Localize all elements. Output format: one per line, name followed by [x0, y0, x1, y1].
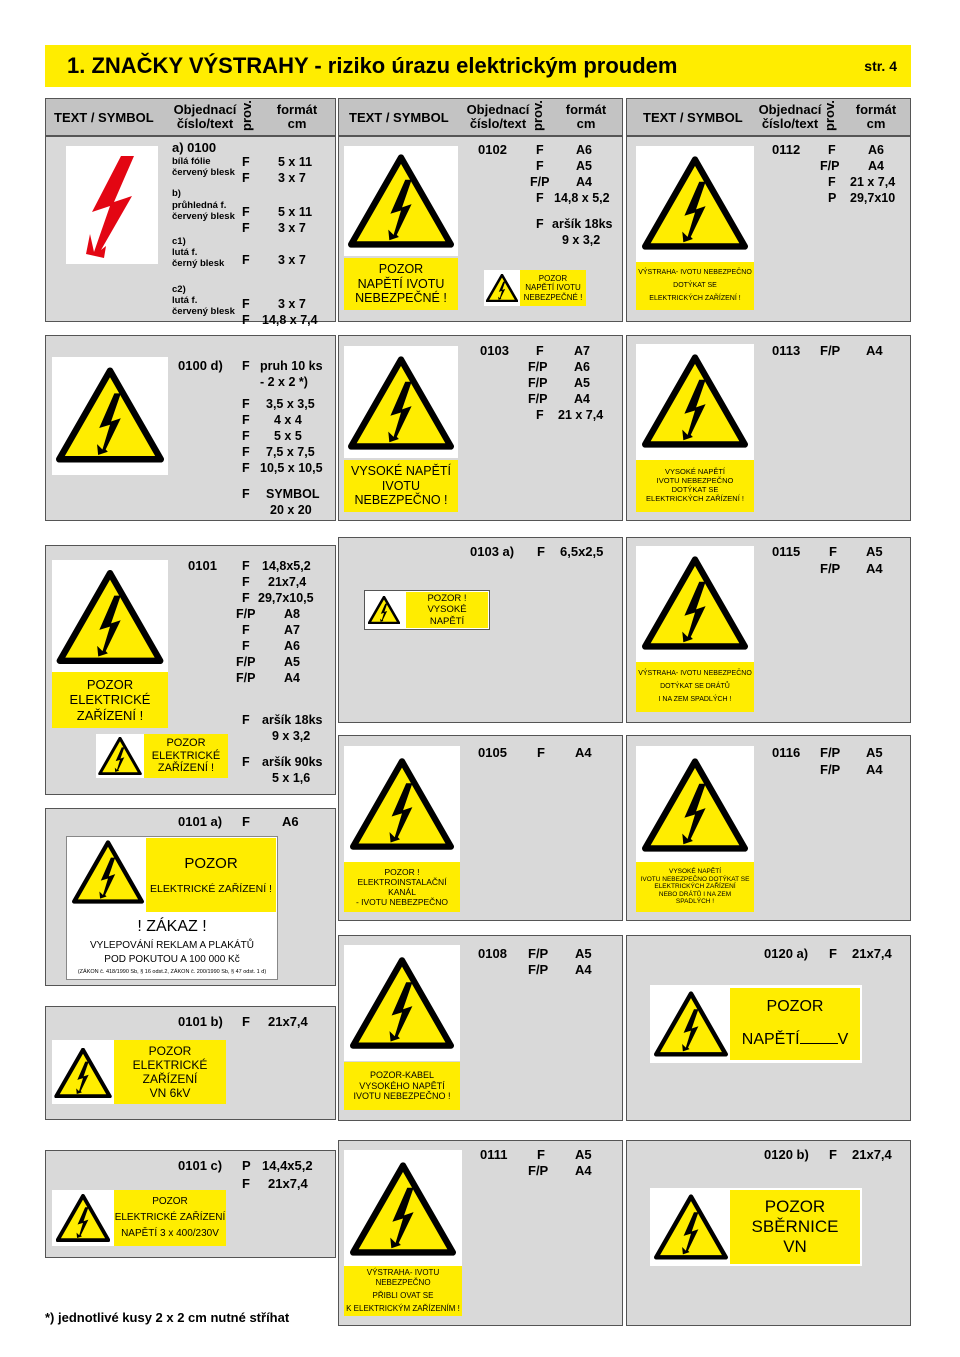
label-line: K ELEKTRICKÝM ZAŘÍZENÍM ! — [346, 1304, 460, 1314]
label-line: ELEKTRICKÝCH ZAŘÍZENÍ — [654, 883, 736, 891]
warning-triangle-icon — [56, 570, 164, 664]
prov-cell: F — [536, 408, 544, 422]
header-prov-left: prov. — [239, 100, 254, 131]
label-line: DOTÝKAT SE DRÁTŮ — [660, 682, 730, 690]
item-0115-format-0: A5 — [866, 544, 883, 559]
ban-line-1: VYLEPOVÁNÍ REKLAM A PLAKÁTŮ — [90, 940, 254, 951]
footnote: *) jednotlivé kusy 2 x 2 cm nutné stříhat — [45, 1310, 290, 1325]
label-line: NAPĚTÍ — [429, 615, 465, 627]
label-line: VÝSTRAHA- IVOTU NEBEZPEČNO — [638, 669, 752, 677]
prov-cell: F — [242, 487, 250, 501]
label-line: NAPĚTÍ IVOTU — [357, 276, 445, 291]
item-0116-code: 0116 — [772, 745, 801, 760]
item-0101c-prov-0: P — [242, 1158, 251, 1173]
label-line: POZOR — [766, 998, 824, 1016]
format-cell: 9 x 3,2 — [562, 233, 601, 247]
item-0116-label — [636, 862, 754, 912]
ban-line-2: POD POKUTOU A 100 000 Kč — [104, 954, 240, 965]
warning-triangle-icon — [56, 367, 164, 463]
format-cell: A5 — [284, 655, 300, 669]
item-0101b-prov: F — [242, 1014, 250, 1029]
label-line: I NA ZEM SPADLÝCH ! — [658, 696, 732, 704]
label-line: ELEKTROINSTALAČNÍ — [357, 876, 447, 887]
item-0103a-format: 6,5x2,5 — [560, 544, 604, 559]
label-line: NEBEZPEČNO ! — [354, 493, 448, 508]
format-cell: 9 x 3,2 — [272, 729, 311, 743]
page-number: str. 4 — [864, 58, 897, 74]
item-0116-format-0: A5 — [866, 745, 883, 760]
format-cell: A6 — [284, 639, 300, 653]
format-cell: 3 x 7 — [278, 171, 306, 185]
label-line: POZOR — [184, 854, 238, 872]
label-line: VN 6kV — [149, 1086, 191, 1101]
item-0112-formats — [820, 142, 910, 206]
label-line: VYSOKÉ NAPĚTÍ — [664, 467, 726, 477]
label-line: POZOR ! — [427, 593, 467, 605]
prov-cell: F/P — [236, 671, 256, 685]
prov-cell: F — [536, 344, 544, 358]
item-0100-line-4: průhledná f. — [172, 200, 227, 211]
voltage-line — [742, 1031, 848, 1050]
item-0108-prov-0: F/P — [528, 946, 549, 961]
item-0101a-label — [146, 838, 276, 912]
label-line: ZAŘÍZENÍ ! — [157, 762, 215, 775]
item-0100-image — [66, 146, 158, 264]
item-0111-format-0: A5 — [575, 1147, 592, 1162]
format-cell: A7 — [284, 623, 300, 637]
format-cell: 29,7x10 — [850, 191, 896, 205]
header-format-1: formát — [565, 102, 607, 117]
label-line: SBĚRNICE — [751, 1216, 839, 1236]
item-0103-code: 0103 — [480, 343, 509, 358]
item-0113-format: A4 — [866, 343, 883, 358]
header-right — [626, 98, 911, 136]
prov-cell: F — [242, 313, 250, 327]
item-0120a-prov: F — [829, 946, 837, 961]
item-0101c-label — [114, 1190, 226, 1246]
header-format-2: cm — [287, 116, 307, 131]
item-0101b-format: 21x7,4 — [268, 1014, 308, 1029]
red-lightning-bolt-icon — [66, 146, 158, 264]
warning-triangle-icon — [642, 758, 748, 852]
item-0101b-label — [114, 1040, 226, 1104]
prov-cell: P — [828, 191, 837, 205]
warning-triangle-icon — [350, 957, 454, 1049]
prov-cell: F — [242, 221, 250, 235]
item-0105-prov: F — [537, 745, 545, 760]
label-line: V — [837, 1031, 849, 1048]
label-line: NAPĚTÍ IVOTU — [525, 283, 581, 293]
format-cell: 14,8 x 5,2 — [554, 191, 610, 205]
header-format-1: formát — [855, 102, 897, 117]
page-title: 1. ZNAČKY VÝSTRAHY - riziko úrazu elektrickým proudem — [67, 53, 678, 78]
label-line: VYSOKÉ NAPĚTÍ — [668, 867, 722, 875]
prov-cell: F — [242, 359, 250, 373]
format-cell: 5 x 1,6 — [272, 771, 311, 785]
item-0120a-code: 0120 a) — [764, 946, 809, 961]
format-cell: 7,5 x 7,5 — [266, 445, 315, 459]
item-0112-code: 0112 — [772, 142, 801, 157]
warning-triangle-icon — [654, 991, 728, 1057]
label-line: IVOTU NEBEZPEČNO DOTÝKAT SE — [640, 875, 750, 883]
warning-triangle-icon — [98, 737, 142, 775]
label-line: ELEKTRICKÉ ZAŘÍZENÍ — [114, 1212, 226, 1224]
prov-cell: F — [242, 639, 250, 653]
item-0108-image — [344, 945, 460, 1061]
prov-cell: F — [242, 429, 250, 443]
item-0101c-format-0: 14,4x5,2 — [262, 1158, 313, 1173]
item-0112-image — [636, 146, 754, 262]
item-0103a-code: 0103 a) — [470, 544, 515, 559]
item-0102-small-label — [520, 270, 586, 306]
item-0101b-code: 0101 b) — [178, 1014, 223, 1029]
label-line: ELEKTRICKÝCH ZAŘÍZENÍ ! — [649, 295, 741, 303]
item-0100d-formats — [242, 358, 332, 518]
warning-triangle-icon — [72, 840, 144, 904]
prov-cell: F/P — [530, 175, 550, 189]
prov-cell: F/P — [236, 655, 256, 669]
prov-cell: F/P — [528, 392, 548, 406]
header-order-2: číslo/text — [761, 116, 819, 131]
item-0103-image — [344, 346, 458, 458]
header-left — [45, 98, 336, 136]
prov-cell: F — [242, 591, 250, 605]
format-cell: SYMBOL — [266, 487, 320, 501]
format-cell: A4 — [868, 159, 884, 173]
item-0100-line-0: a) 0100 — [172, 140, 217, 155]
warning-triangle-icon — [56, 1194, 110, 1242]
format-cell: aršík 18ks — [262, 713, 323, 727]
prov-cell: F/P — [820, 159, 840, 173]
prov-cell: F/P — [528, 360, 548, 374]
prov-cell: F — [242, 623, 250, 637]
item-0116-format-1: A4 — [866, 762, 883, 777]
prov-cell: F — [536, 143, 544, 157]
item-0116-prov-0: F/P — [820, 745, 841, 760]
item-0111-label — [344, 1266, 462, 1316]
format-cell: aršík 18ks — [552, 217, 613, 231]
format-cell: A4 — [574, 392, 590, 406]
item-0101a-prov: F — [242, 814, 250, 829]
item-0120b-format: 21x7,4 — [852, 1147, 892, 1162]
header-prov-right: prov. — [822, 100, 837, 131]
label-line: POZOR — [538, 273, 568, 283]
label-line: POZOR-KABEL — [369, 1070, 434, 1081]
item-0116-image — [636, 746, 754, 862]
item-0101a-code: 0101 a) — [178, 814, 223, 829]
item-0100-line-2: červený blesk — [172, 167, 235, 178]
item-0105-label — [344, 862, 460, 912]
format-cell: 3 x 7 — [278, 221, 306, 235]
format-cell: A6 — [868, 143, 884, 157]
item-0101-small-label — [144, 734, 228, 778]
item-0108-prov-1: F/P — [528, 962, 549, 977]
item-0101c-format-1: 21x7,4 — [268, 1176, 308, 1191]
item-0100-line-8: černý blesk — [172, 258, 225, 269]
label-line: VN — [783, 1237, 807, 1257]
format-cell: A7 — [574, 344, 590, 358]
item-0111-code: 0111 — [480, 1147, 508, 1162]
label-line: SPADLÝCH ! — [675, 898, 715, 906]
warning-triangle-icon — [348, 356, 454, 450]
label-line: POZOR — [166, 736, 206, 749]
title-bar — [45, 45, 911, 87]
format-cell: 3,5 x 3,5 — [266, 397, 315, 411]
header-format-2: cm — [866, 116, 886, 131]
item-0101c-prov-1: F — [242, 1176, 250, 1191]
format-cell: 5 x 11 — [278, 205, 313, 219]
format-cell: - 2 x 2 *) — [260, 375, 308, 389]
item-0100d-image — [52, 357, 168, 475]
label-line: ZAŘÍZENÍ ! — [76, 707, 144, 723]
header-text-symbol: TEXT / SYMBOL — [643, 110, 743, 125]
label-line: VÝSTRAHA- IVOTU NEBEZPEČNO — [638, 268, 752, 276]
item-0102-formats — [530, 142, 620, 248]
format-cell: 10,5 x 10,5 — [260, 461, 323, 475]
item-0102-image — [344, 146, 458, 256]
prov-cell: F — [536, 159, 544, 173]
label-line: POZOR — [764, 1196, 826, 1216]
format-cell: A5 — [574, 376, 590, 390]
header-text-symbol: TEXT / SYMBOL — [54, 110, 154, 125]
item-0101-formats — [236, 558, 332, 786]
label-line: NEBO DRÁTŮ I NA ZEM — [658, 890, 732, 898]
item-0113-image — [636, 344, 754, 460]
item-0103-formats — [528, 343, 620, 423]
item-0115-image — [636, 546, 754, 662]
item-0100-formats — [242, 154, 332, 328]
item-0100-line-6: c1) — [172, 236, 186, 247]
warning-triangle-icon — [486, 274, 518, 302]
item-0101c-code: 0101 c) — [178, 1158, 223, 1173]
label-line: PŘIBLI OVAT SE — [372, 1291, 434, 1300]
item-0113-code: 0113 — [772, 343, 801, 358]
item-0111-format-1: A4 — [575, 1163, 592, 1178]
prov-cell: F — [242, 413, 250, 427]
item-0100-line-3: b) — [172, 188, 181, 199]
item-0103a-label — [406, 592, 488, 628]
item-0120a-label — [730, 988, 860, 1060]
label-line: IVOTU NEBEZPEČNO — [656, 476, 734, 486]
item-0101-small-image — [96, 734, 144, 778]
item-0100-line-11: červený blesk — [172, 306, 235, 317]
item-0103a-prov: F — [537, 544, 545, 559]
prov-cell: F — [242, 171, 250, 185]
prov-cell: F/P — [528, 376, 548, 390]
item-0100-line-1: bílá fólie — [172, 156, 211, 167]
label-line: POZOR — [148, 1043, 192, 1058]
prov-cell: F — [242, 575, 250, 589]
item-0101-image — [52, 560, 168, 672]
format-cell: 3 x 7 — [278, 297, 306, 311]
label-line: ZAŘÍZENÍ — [142, 1072, 198, 1086]
label-line: NAPĚTÍ — [741, 1031, 800, 1048]
label-line: POZOR — [86, 677, 134, 692]
item-0111-image — [344, 1150, 462, 1266]
label-line: POZOR — [378, 261, 424, 276]
prov-cell: F — [242, 461, 250, 475]
label-line: NEBEZPEČNÉ ! — [523, 292, 583, 302]
item-0111-prov-0: F — [537, 1147, 545, 1162]
item-0100-line-5: červený blesk — [172, 211, 235, 222]
item-0101c-image — [52, 1190, 114, 1246]
label-line: KANÁL — [388, 887, 416, 897]
format-cell: A8 — [284, 607, 300, 621]
format-cell: A4 — [284, 671, 300, 685]
header-order-1: Objednací — [173, 102, 237, 117]
item-0103a — [338, 537, 623, 723]
prov-cell: F — [242, 253, 250, 267]
ban-title: ! ZÁKAZ ! — [137, 918, 207, 935]
warning-triangle-icon — [350, 758, 454, 850]
item-0108-code: 0108 — [478, 946, 507, 961]
item-0115-prov-0: F — [829, 544, 837, 559]
prov-cell: F — [242, 297, 250, 311]
format-cell: 5 x 5 — [274, 429, 302, 443]
item-0108-label — [344, 1062, 460, 1110]
prov-cell: F — [828, 175, 836, 189]
header-format-2: cm — [576, 116, 596, 131]
label-line: ELEKTRICKÉ ZAŘÍZENÍ ! — [150, 882, 272, 895]
format-cell: A6 — [574, 360, 590, 374]
format-cell: 14,8 x 7,4 — [262, 313, 318, 327]
format-cell: 29,7x10,5 — [258, 591, 314, 605]
format-cell: pruh 10 ks — [260, 359, 323, 373]
format-cell: 21x7,4 — [268, 575, 307, 589]
warning-triangle-icon — [642, 156, 748, 250]
label-line: POZOR ! — [384, 866, 420, 877]
item-0120b-label — [730, 1190, 860, 1264]
header-text-symbol: TEXT / SYMBOL — [349, 110, 449, 125]
prov-cell: F/P — [236, 607, 256, 621]
label-line: ELEKTRICKÉ — [151, 749, 221, 762]
label-line: VÝSTRAHA- IVOTU NEBEZPEČNO — [366, 1268, 440, 1287]
header-order-1: Objednací — [758, 102, 822, 117]
header-format-1: formát — [276, 102, 318, 117]
item-0101-label — [52, 672, 168, 728]
prov-cell: F — [242, 205, 250, 219]
format-cell: 3 x 7 — [278, 253, 306, 267]
prov-cell: F — [536, 217, 544, 231]
header-order-1: Objednací — [466, 102, 530, 117]
prov-cell: F — [242, 559, 250, 573]
header-mid — [338, 98, 623, 136]
prov-cell: F — [242, 397, 250, 411]
header-prov-mid: prov. — [530, 100, 545, 131]
item-0100d-code: 0100 d) — [178, 358, 223, 373]
voltage-blank — [800, 1031, 838, 1044]
format-cell: 20 x 20 — [270, 503, 312, 517]
item-0115-code: 0115 — [772, 544, 801, 559]
format-cell: aršík 90ks — [262, 755, 323, 769]
label-line: DOTÝKAT SE — [673, 281, 717, 289]
item-0102-small-image — [484, 270, 520, 306]
warning-triangle-icon — [642, 354, 748, 448]
label-line: VYSOKÉHO NAPĚTÍ — [359, 1080, 445, 1091]
item-0101a-format: A6 — [282, 814, 299, 829]
label-line: VYSOKÉ — [427, 604, 467, 616]
item-0105-code: 0105 — [478, 745, 507, 760]
item-0112-label — [636, 262, 754, 310]
item-0113-label — [636, 460, 754, 512]
label-line: VYSOKÉ NAPĚTÍ — [350, 463, 452, 478]
prov-cell: F — [242, 445, 250, 459]
prov-cell: F — [536, 191, 544, 205]
item-0120a-format: 21x7,4 — [852, 946, 892, 961]
item-0102-code: 0102 — [478, 142, 507, 157]
prov-cell: F — [828, 143, 836, 157]
header-order-2: číslo/text — [469, 116, 527, 131]
format-cell: 4 x 4 — [274, 413, 302, 427]
format-cell: 21 x 7,4 — [558, 408, 604, 422]
item-0105-format: A4 — [575, 745, 592, 760]
label-line: IVOTU — [381, 478, 421, 493]
item-0116-prov-1: F/P — [820, 762, 841, 777]
label-line: ELEKTRICKÝCH ZAŘÍZENÍ ! — [646, 493, 744, 503]
warning-triangle-icon — [642, 556, 748, 650]
item-0108-format-1: A4 — [575, 962, 592, 977]
label-line: ELEKTRICKÉ — [69, 692, 151, 708]
item-0108-format-0: A5 — [575, 946, 592, 961]
label-line: ELEKTRICKÉ — [132, 1057, 208, 1072]
item-0103-label — [344, 460, 458, 512]
item-0115-prov-1: F/P — [820, 561, 841, 576]
warning-triangle-icon — [368, 596, 400, 624]
warning-triangle-icon — [54, 1048, 112, 1098]
item-0105-image — [344, 746, 460, 862]
item-0120b-code: 0120 b) — [764, 1147, 809, 1162]
format-cell: 21 x 7,4 — [850, 175, 896, 189]
item-0102-label — [344, 258, 458, 310]
item-0100-line-10: lutá f. — [172, 295, 198, 306]
item-0111-prov-1: F/P — [528, 1163, 549, 1178]
warning-triangle-icon — [350, 1162, 456, 1256]
item-0100-line-9: c2) — [172, 284, 186, 295]
item-0115-format-1: A4 — [866, 561, 883, 576]
item-0101-code: 0101 — [188, 558, 217, 573]
prov-cell: F — [242, 713, 250, 727]
warning-triangle-icon — [654, 1194, 728, 1260]
label-line: POZOR — [152, 1196, 188, 1208]
item-0120b-prov: F — [829, 1147, 837, 1162]
format-cell: A6 — [576, 143, 592, 157]
item-0100-line-7: lutá f. — [172, 247, 198, 258]
prov-cell: F — [242, 755, 250, 769]
label-line: DOTÝKAT SE — [671, 485, 719, 494]
header-order-2: číslo/text — [176, 116, 234, 131]
ban-law: (ZÁKON č. 418/1990 Sb, § 16 odst.2, ZÁKON č. 200/1990 Sb, § 47 odst. 1 d) — [77, 969, 267, 975]
label-line: IVOTU NEBEZPEČNO ! — [353, 1091, 451, 1102]
item-0115-label — [636, 662, 754, 712]
format-cell: 14,8x5,2 — [262, 559, 311, 573]
label-line: NAPĚTÍ 3 x 400/230V — [121, 1227, 219, 1239]
item-0101b-image — [52, 1040, 114, 1104]
prov-cell: F — [242, 155, 250, 169]
label-line: NEBEZPEČNÉ ! — [355, 291, 447, 306]
format-cell: A4 — [576, 175, 592, 189]
item-0113-prov: F/P — [820, 343, 841, 358]
format-cell: A5 — [576, 159, 592, 173]
label-line: - IVOTU NEBEZPEČNO — [355, 897, 449, 908]
warning-triangle-icon — [348, 154, 454, 248]
format-cell: 5 x 11 — [278, 155, 313, 169]
